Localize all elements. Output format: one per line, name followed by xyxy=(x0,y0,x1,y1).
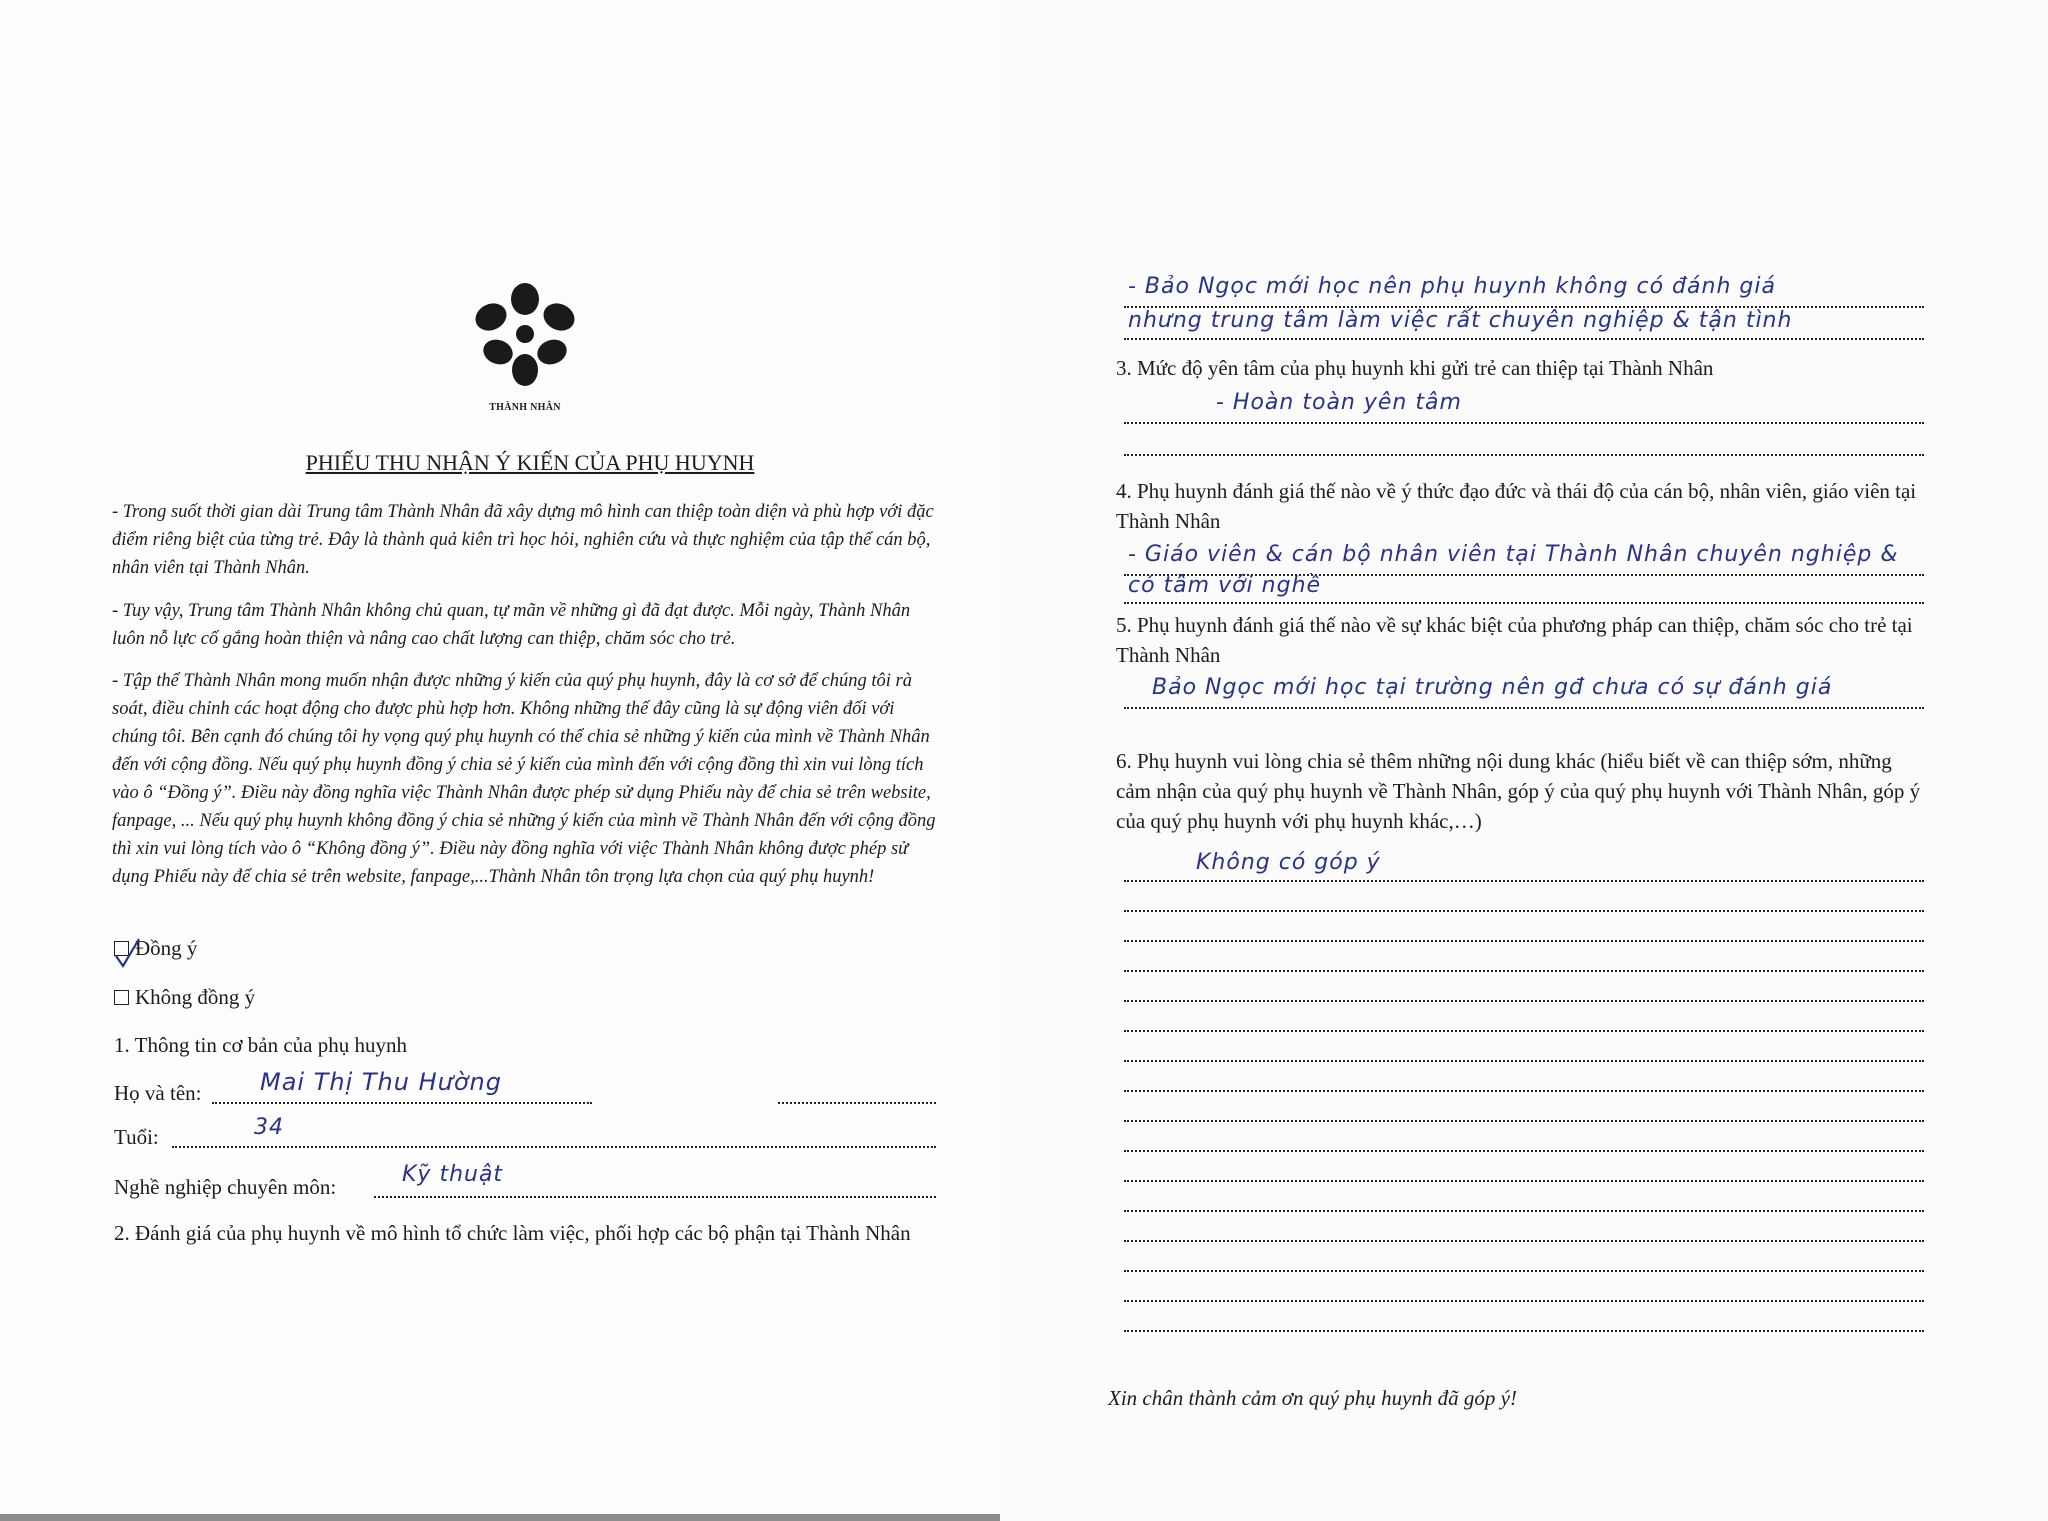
q6-line-9[interactable] xyxy=(1124,1118,1924,1122)
page-edge xyxy=(0,1514,1000,1521)
q6-line-15[interactable] xyxy=(1124,1298,1924,1302)
q1-heading: 1. Thông tin cơ bản của phụ huynh xyxy=(114,1033,408,1057)
q6-line-6[interactable] xyxy=(1124,1028,1924,1032)
age-label: Tuổi: xyxy=(114,1125,159,1149)
q2-answer-line-2: nhưng trung tâm làm việc rất chuyên nghiệp & tận tình xyxy=(1128,308,1793,333)
q6-line-2[interactable] xyxy=(1124,908,1924,912)
q6-line-14[interactable] xyxy=(1124,1268,1924,1272)
job-line[interactable] xyxy=(374,1194,936,1198)
q2-line-2[interactable] xyxy=(1124,336,1924,340)
q6-line-3[interactable] xyxy=(1124,938,1924,942)
q3-line-2[interactable] xyxy=(1124,452,1924,456)
intro-paragraph-2: - Tuy vậy, Trung tâm Thành Nhân không chủ quan, tự mãn về những gì đã đạt được. Mỗi ngày, Thành Nhân luôn nỗ lực cố gắng hoàn thiện và nâng cao chất lượng can thiệp, chăm sóc cho trẻ. xyxy=(112,601,911,649)
q4-answer-line-1: - Giáo viên & cán bộ nhân viên tại Thành Nhân chuyên nghiệp & xyxy=(1128,542,1899,567)
q6-line-13[interactable] xyxy=(1124,1238,1924,1242)
q5-line-1[interactable] xyxy=(1124,705,1924,709)
q6-answer: Không có góp ý xyxy=(1196,850,1381,875)
agree-label: Đồng ý xyxy=(135,936,198,960)
q6-line-10[interactable] xyxy=(1124,1148,1924,1152)
disagree-checkbox[interactable] xyxy=(114,990,129,1005)
q6-line-8[interactable] xyxy=(1124,1088,1924,1092)
q4-line-2[interactable] xyxy=(1124,600,1924,604)
disagree-label: Không đồng ý xyxy=(135,985,256,1009)
q6-line-4[interactable] xyxy=(1124,968,1924,972)
name-line[interactable] xyxy=(212,1100,592,1104)
q2-heading: 2. Đánh giá của phụ huynh về mô hình tổ chức làm việc, phối hợp các bộ phận tại Thành Nhân xyxy=(114,1221,911,1245)
name-answer: Mai Thị Thu Hường xyxy=(260,1068,502,1096)
thanh-nhan-logo-icon xyxy=(470,282,580,392)
q3-heading: 3. Mức độ yên tâm của phụ huynh khi gửi trẻ can thiệp tại Thành Nhân xyxy=(1116,356,1714,380)
name-line-extra xyxy=(778,1100,936,1104)
job-answer: Kỹ thuật xyxy=(402,1162,504,1187)
q6-line-12[interactable] xyxy=(1124,1208,1924,1212)
checkmark-icon xyxy=(113,936,143,972)
thank-you-note: Xin chân thành cảm ơn quý phụ huynh đã góp ý! xyxy=(1108,1386,1517,1410)
name-label: Họ và tên: xyxy=(114,1081,202,1105)
intro-paragraph-3: - Tập thể Thành Nhân mong muốn nhận được những ý kiến của quý phụ huynh, đây là cơ sở để chúng tôi rà soát, điều chỉnh các hoạt động cho được phù hợp hơn. Không những thế đây cũng là sự động viên đối với chúng tôi. Bên cạnh đó chúng tôi hy vọng quý phụ huynh có thể chia sẻ những ý kiến của mình về Thành Nhân đến với cộng đồng. Nếu quý phụ huynh đồng ý chia sẻ ý kiến của mình đến với cộng đồng thì xin vui lòng tích vào ô “Đồng ý”. Điều này đồng nghĩa việc Thành Nhân được phép sử dụng Phiếu này để chia sẻ trên website, fanpage, ... Nếu quý phụ huynh không đồng ý chia sẻ những ý kiến của mình về Thành Nhân đến với cộng đồng thì xin vui lòng tích vào ô “Không đồng ý”. Điều này đồng nghĩa với việc Thành Nhân không được phép sử dụng Phiếu này để chia sẻ trên website, fanpage,...Thành Nhân tôn trọng lựa chọn của quý phụ huynh! xyxy=(112,671,936,887)
q4-answer-line-2: có tâm với nghề xyxy=(1128,573,1322,598)
q6-line-7[interactable] xyxy=(1124,1058,1924,1062)
age-line[interactable] xyxy=(172,1144,936,1148)
q4-heading: 4. Phụ huynh đánh giá thế nào về ý thức đạo đức và thái độ của cán bộ, nhân viên, giáo viên tại Thành Nhân xyxy=(1116,479,1917,533)
agree-checkbox[interactable] xyxy=(114,941,129,956)
logo-caption: THÀNH NHÂN xyxy=(489,402,561,413)
q6-line-16[interactable] xyxy=(1124,1328,1924,1332)
intro-paragraph-1: - Trong suốt thời gian dài Trung tâm Thành Nhân đã xây dựng mô hình can thiệp toàn diện và phù hợp với đặc điểm riêng biệt của từng trẻ. Đây là thành quả kiên trì học hỏi, nghiên cứu và thực nghiệm của tập thể cán bộ, nhân viên tại Thành Nhân. xyxy=(112,502,934,578)
q6-line-11[interactable] xyxy=(1124,1178,1924,1182)
q3-answer: - Hoàn toàn yên tâm xyxy=(1216,390,1462,415)
q5-answer: Bảo Ngọc mới học tại trường nên gđ chưa có sự đánh giá xyxy=(1152,675,1833,700)
job-label: Nghề nghiệp chuyên môn: xyxy=(114,1175,337,1199)
q6-line-5[interactable] xyxy=(1124,998,1924,1002)
q3-line-1[interactable] xyxy=(1124,420,1924,424)
q2-answer-line-1: - Bảo Ngọc mới học nên phụ huynh không có đánh giá xyxy=(1128,274,1776,299)
right-page xyxy=(1000,0,2048,1521)
q6-heading: 6. Phụ huynh vui lòng chia sẻ thêm những nội dung khác (hiểu biết về can thiệp sớm, những cảm nhận của quý phụ huynh về Thành Nhân, góp ý của quý phụ huynh với Thành Nhân, góp ý của quý phụ huynh với phụ huynh khác,…) xyxy=(1116,749,1921,833)
form-title: PHIẾU THU NHẬN Ý KIẾN CỦA PHỤ HUYNH xyxy=(305,450,755,475)
q6-line-1[interactable] xyxy=(1124,878,1924,882)
age-answer: 34 xyxy=(254,1115,284,1140)
disagree-option[interactable] xyxy=(114,983,255,1011)
agree-option[interactable] xyxy=(114,934,197,962)
q5-heading: 5. Phụ huynh đánh giá thế nào về sự khác biệt của phương pháp can thiệp, chăm sóc cho trẻ tại Thành Nhân xyxy=(1116,613,1913,667)
